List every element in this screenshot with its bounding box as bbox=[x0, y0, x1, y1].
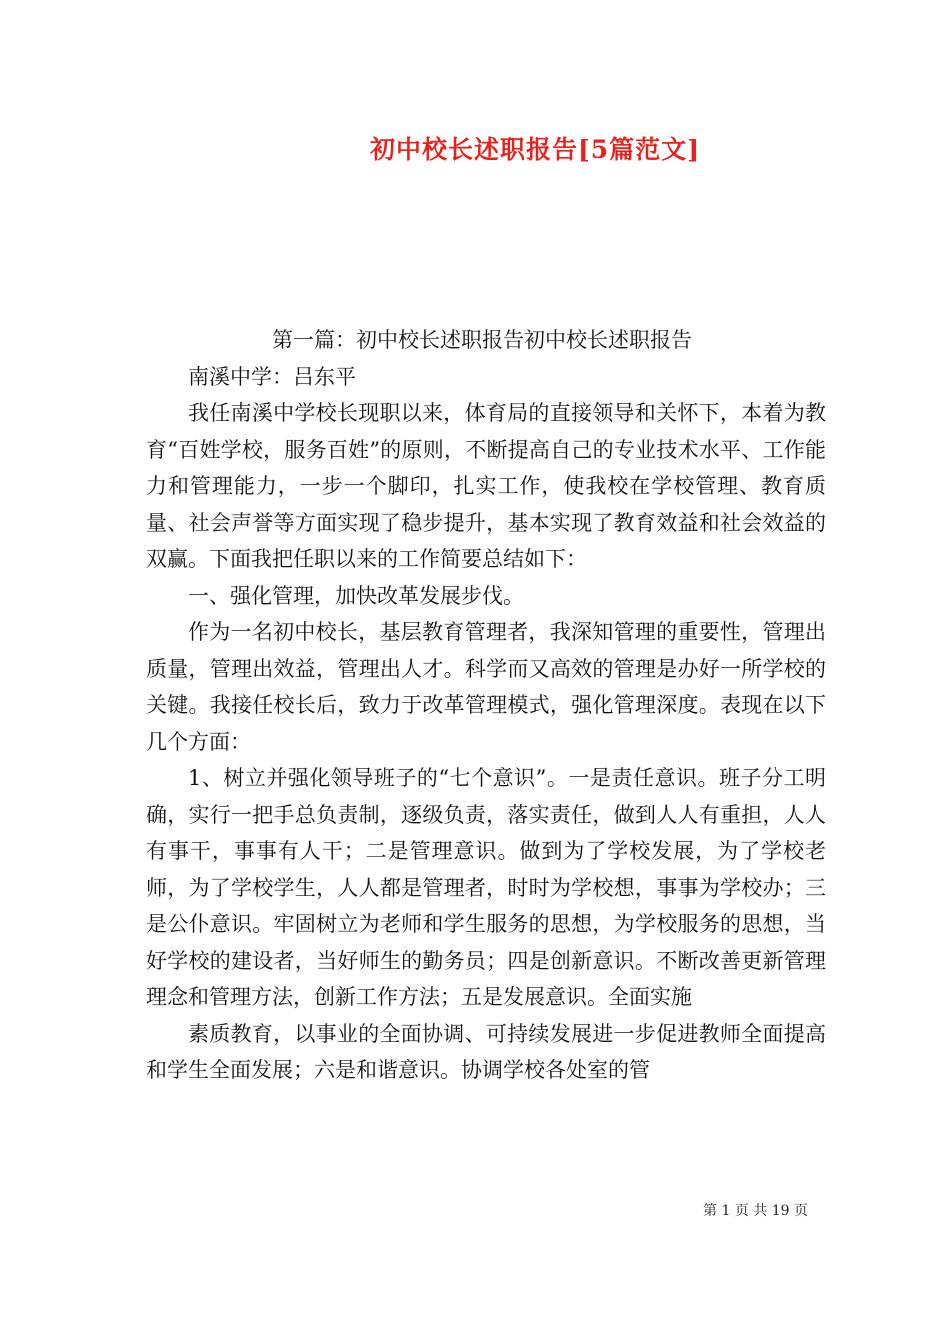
body-paragraph: 作为一名初中校长，基层教育管理者，我深知管理的重要性，管理出质量，管理出效益，管理出人才。科学而又高效的管理是办好一所学校的关键。我接任校长后，致力于改革管理模式，强化管理深度。表现在以下几个方面： bbox=[146, 620, 826, 754]
subsection-heading: 一、强化管理，加快改革发展步伐。 bbox=[188, 583, 524, 608]
body-paragraph: 素质教育，以事业的全面协调、可持续发展进一步促进教师全面提高和学生全面发展；六是和谐意识。协调学校各处室的管 bbox=[146, 1021, 826, 1082]
body-paragraph: 我任南溪中学校长现职以来，体育局的直接领导和关怀下，本着为教育“百姓学校，服务百姓”的原则，不断提高自己的专业技术水平、工作能力和管理能力，一步一个脚印，扎实工作，使我校在学校管理、教育质量、社会声誉等方面实现了稳步提升，基本实现了教育效益和社会效益的双赢。下面我把任职以来的工作简要总结如下： bbox=[146, 401, 826, 571]
document-title: 初中校长述职报告[5篇范文] bbox=[369, 135, 701, 164]
page-number-footer: 第 1 页 共 19 页 bbox=[703, 1203, 808, 1219]
section-heading: 第一篇：初中校长述职报告初中校长述职报告 bbox=[272, 328, 692, 352]
document-body bbox=[146, 322, 826, 1089]
body-paragraph: 1、树立并强化领导班子的“七个意识”。一是责任意识。班子分工明确，实行一把手总负责制，逐级负责，落实责任，做到人人有重担，人人有事干，事事有人干；二是管理意识。做到为了学校发展，为了学校老师，为了学校学生，人人都是管理者，时时为学校想，事事为学校办；三是公仆意识。牢固树立为老师和学生服务的思想，为学校服务的思想，当好学校的建设者，当好师生的勤务员；四是创新意识。不断改善更新管理理念和管理方法，创新工作方法；五是发展意识。全面实施 bbox=[146, 766, 826, 1009]
author-line: 南溪中学：吕东平 bbox=[188, 364, 356, 389]
